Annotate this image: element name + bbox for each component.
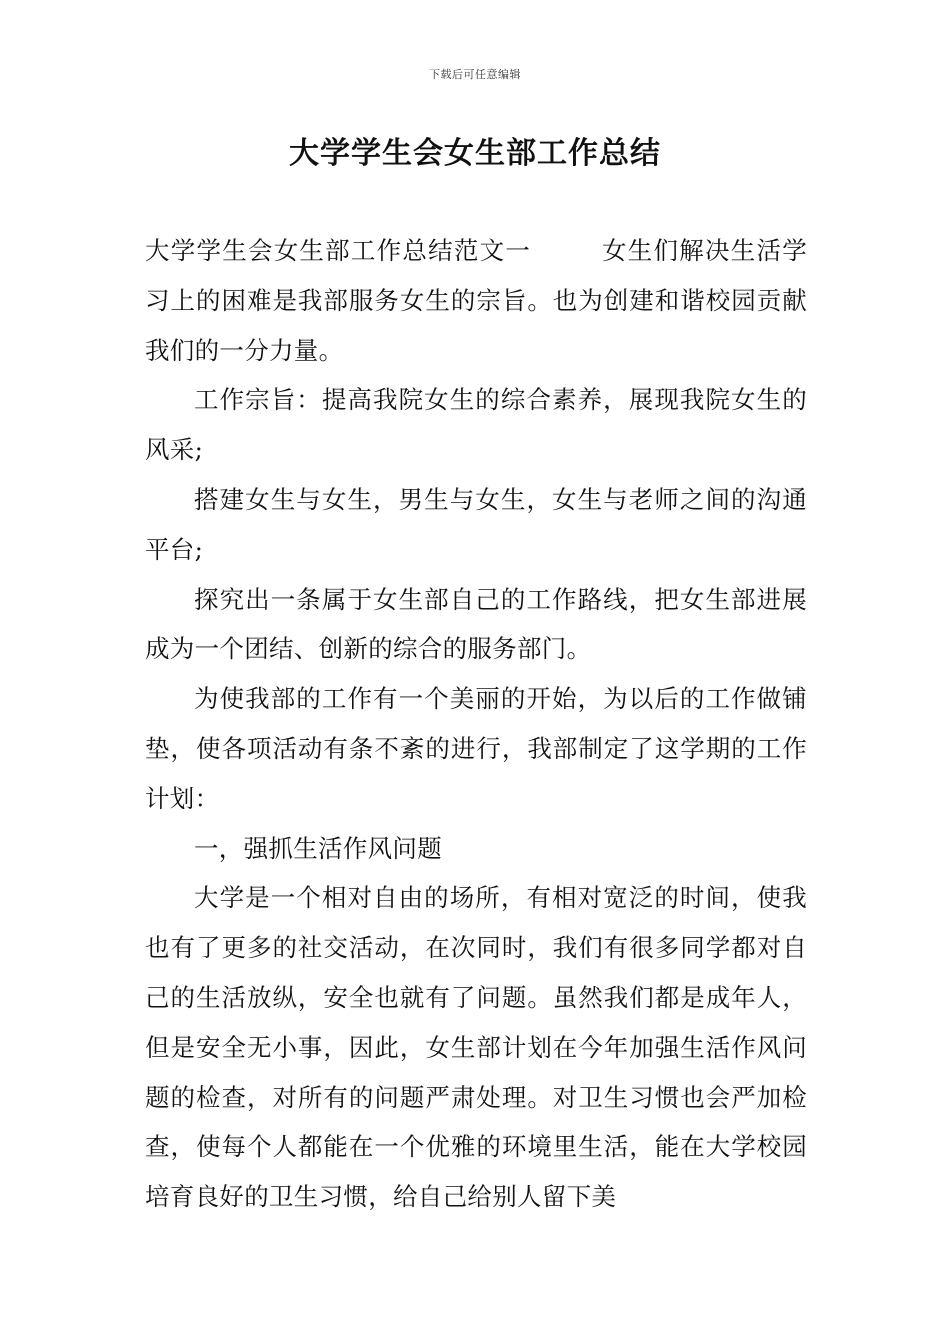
intro-lead: 大学学生会女生部工作总结范文一 xyxy=(145,236,532,265)
paragraph-lifestyle: 大学是一个相对自由的场所，有相对宽泛的时间，使我也有了更多的社交活动，在次同时，我们有很多同学都对自己的生活放纵，安全也就有了问题。虽然我们都是成年人，但是安全无小事，因此，女生部计划在今年加强生活作风问题的检查，对所有的问题严肃处理。对卫生习惯也会严加检查，使每个人都能在一个优雅的环境里生活，能在大学校园培育良好的卫生习惯，给自己给别人留下美 xyxy=(145,883,807,1212)
section-heading-1: 一，强抓生活作风问题 xyxy=(194,833,442,863)
paragraph-work-plan: 为使我部的工作有一个美丽的开始，为以后的工作做铺垫，使各项活动有条不紊的进行，我部制定了这学期的工作计划： xyxy=(145,684,807,813)
intro-paragraph xyxy=(145,226,807,375)
intro-rest: 女生们解决生活学习上的困难是我部服务女生的宗旨。也为创建和谐校园贡献我们的一分力量。 xyxy=(145,236,808,365)
header-note: 下载后可任意编辑 xyxy=(429,68,521,81)
paragraph-work-route: 探究出一条属于女生部自己的工作路线，把女生部进展成为一个团结、创新的综合的服务部门。 xyxy=(145,584,807,664)
document-body xyxy=(145,226,807,1222)
paragraph-work-purpose: 工作宗旨：提高我院女生的综合素养，展现我院女生的风采; xyxy=(145,385,807,465)
document-title: 大学学生会女生部工作总结 xyxy=(289,136,661,171)
paragraph-communication-platform: 搭建女生与女生，男生与女生，女生与老师之间的沟通平台; xyxy=(145,484,807,564)
